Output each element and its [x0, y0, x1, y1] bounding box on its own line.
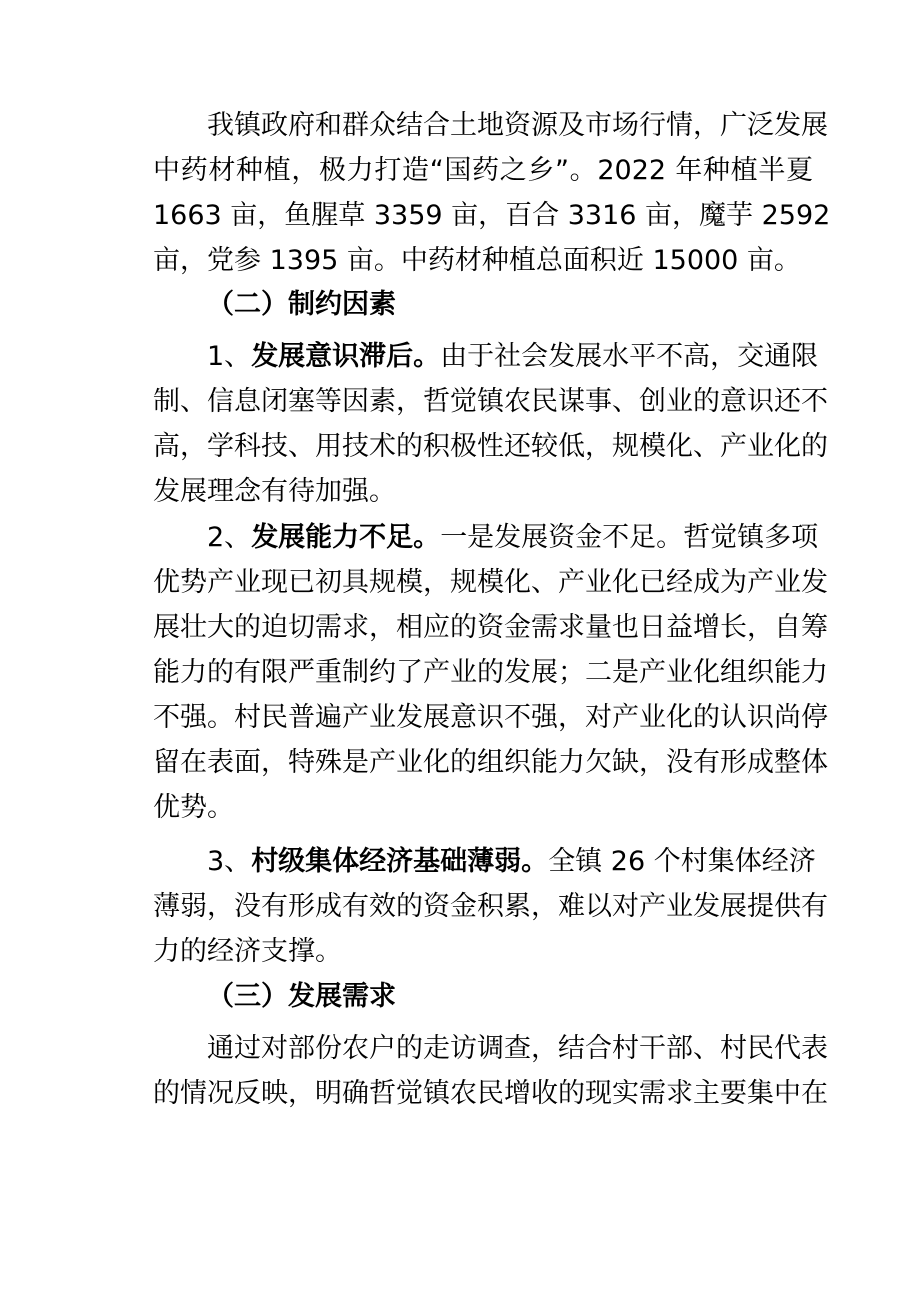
paragraph-line: 展壮大的迫切需求，相应的资金需求量也日益增长，自筹 — [153, 612, 828, 643]
paragraph-line: 能力的有限严重制约了产业的发展；二是产业化组织能力 — [153, 657, 828, 688]
paragraph-line: 力的经济支撑。 — [153, 936, 342, 967]
item-number: 3、 — [207, 846, 252, 877]
item-title: 村级集体经济基础薄弱。 — [251, 846, 549, 877]
paragraph-line: 的情况反映，明确哲觉镇农民增收的现实需求主要集中在 — [153, 1078, 828, 1109]
paragraph-line: 亩，党参 1395 亩。中药材种植总面积近 15000 亩。 — [153, 245, 801, 276]
paragraph-line: 留在表面，特殊是产业化的组织能力欠缺，没有形成整体 — [153, 747, 828, 778]
paragraph-line: 薄弱，没有形成有效的资金积累，难以对产业发展提供有 — [153, 891, 828, 922]
paragraph-line: 高，学科技、用技术的积极性还较低，规模化、产业化的 — [153, 431, 828, 462]
paragraph-line: 优势。 — [153, 792, 234, 823]
paragraph-line: 我镇政府和群众结合土地资源及市场行情，广泛发展 — [207, 110, 828, 141]
paragraph-line: 中药材种植，极力打造“国药之乡”。2022 年种植半夏 — [153, 155, 813, 186]
paragraph-line: 通过对部份农户的走访调查，结合村干部、村民代表 — [207, 1033, 828, 1064]
paragraph-line: 不强。村民普遍产业发展意识不强，对产业化的认识尚停 — [153, 702, 828, 733]
paragraph-line: 制、信息闭塞等因素，哲觉镇农民谋事、创业的意识还不 — [153, 386, 828, 417]
item-number: 2、 — [207, 522, 252, 553]
item-text: 一是发展资金不足。哲觉镇多项 — [440, 522, 819, 553]
item-number: 1、 — [207, 341, 252, 372]
item-text: 全镇 26 个村集体经济 — [548, 846, 816, 877]
section-heading: （三）发展需求 — [207, 981, 396, 1012]
paragraph-line: 1663 亩，鱼腥草 3359 亩，百合 3316 亩，魔芋 2592 — [153, 200, 831, 231]
paragraph-first-line — [207, 516, 819, 560]
paragraph-first-line — [207, 840, 816, 884]
section-heading: （二）制约因素 — [207, 289, 396, 320]
item-text: 由于社会发展水平不高，交通限 — [440, 341, 819, 372]
paragraph-line: 发展理念有待加强。 — [153, 476, 396, 507]
item-title: 发展意识滞后。 — [251, 341, 441, 372]
paragraph-line: 优势产业现已初具规模，规模化、产业化已经成为产业发 — [153, 567, 828, 598]
item-title: 发展能力不足。 — [251, 522, 441, 553]
paragraph-first-line — [207, 335, 819, 379]
